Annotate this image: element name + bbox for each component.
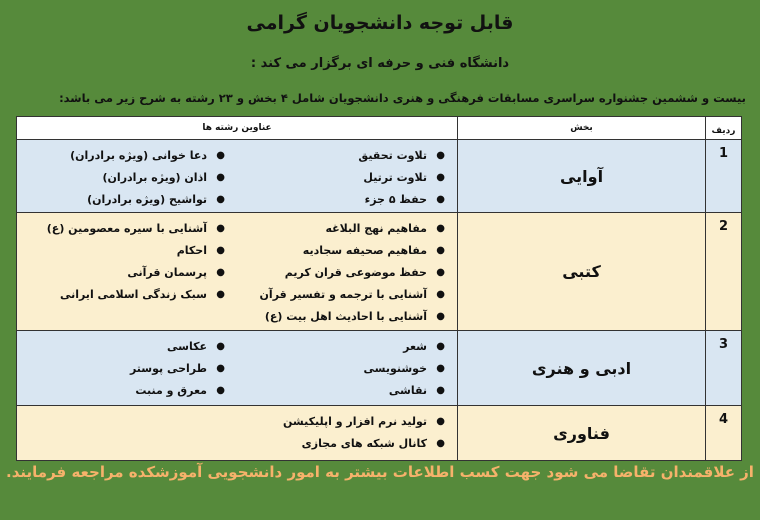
row-fields (17, 331, 458, 406)
field-list (237, 140, 457, 212)
row-fields (17, 140, 458, 213)
field-item (237, 283, 457, 305)
bullet-icon: ● (436, 384, 445, 396)
field-label: احکام (176, 243, 207, 257)
page-title: قابل توجه دانشجویان گرامی (246, 12, 514, 34)
bullet-icon: ● (216, 149, 225, 161)
bullet-icon: ● (436, 310, 445, 322)
field-label: پرسمان قرآنی (127, 265, 207, 279)
bullet-icon: ● (216, 288, 225, 300)
table-row (17, 406, 742, 461)
bullet-icon: ● (216, 266, 225, 278)
row-index: 3 (706, 331, 742, 406)
field-label: تولید نرم افزار و اپلیکیشن (283, 414, 427, 428)
field-label: خوشنویسی (363, 361, 427, 375)
footer-notice: از علاقمندان تقاضا می شود جهت کسب اطلاعات بیشتر به امور دانشجویی آموزشکده مراجعه فرمایند. (6, 463, 754, 481)
bullet-icon: ● (216, 193, 225, 205)
field-label: حفظ موضوعی قران کریم (284, 265, 427, 279)
bullet-icon: ● (436, 171, 445, 183)
field-label: آشنایی با ترجمه و تفسیر قرآن (259, 287, 427, 301)
field-item (237, 188, 457, 210)
field-list (237, 213, 457, 330)
table-row (17, 213, 742, 331)
field-label: نقاشی (388, 383, 427, 397)
bullet-icon: ● (436, 222, 445, 234)
field-item (17, 357, 237, 379)
field-item (237, 217, 457, 239)
table-row (17, 140, 742, 213)
field-label: آشنایی با سیره معصومین (ع) (46, 221, 207, 235)
bullet-icon: ● (436, 288, 445, 300)
field-item (17, 335, 237, 357)
field-item (237, 305, 457, 327)
field-item (17, 188, 237, 210)
field-label: اذان (ویژه برادران) (102, 170, 207, 184)
row-fields (17, 406, 458, 461)
field-item (237, 261, 457, 283)
field-item (237, 166, 457, 188)
intro-text: بیست و ششمین جشنواره سراسری مسابقات فرهنگی و هنری دانشجویان شامل ۴ بخش و ۲۳ رشته به شرح زیر می باشد: (59, 91, 746, 105)
field-item (237, 335, 457, 357)
field-item (17, 379, 237, 401)
field-item (237, 379, 457, 401)
field-label: شعر (403, 339, 427, 353)
field-item (17, 144, 237, 166)
row-index: 1 (706, 140, 742, 213)
bullet-icon: ● (436, 244, 445, 256)
field-item (17, 166, 237, 188)
bullet-icon: ● (216, 171, 225, 183)
bullet-icon: ● (436, 362, 445, 374)
field-list (17, 213, 237, 330)
field-item (237, 239, 457, 261)
row-fields (17, 213, 458, 331)
field-label: عکاسی (167, 339, 207, 353)
field-item (237, 357, 457, 379)
field-list (237, 406, 457, 460)
bullet-icon: ● (436, 266, 445, 278)
bullet-icon: ● (216, 340, 225, 352)
header-fields: عناوین رشته ها (17, 117, 458, 140)
page-subtitle: دانشگاه فنی و حرفه ای برگزار می کند : (250, 56, 510, 71)
field-item (17, 239, 237, 261)
field-label: کانال شبکه های مجازی (301, 436, 427, 450)
field-label: تلاوت ترتیل (363, 170, 427, 184)
bullet-icon: ● (436, 193, 445, 205)
bullet-icon: ● (436, 437, 445, 449)
row-section: کتبی (458, 213, 706, 331)
field-label: حفظ ۵ جزء (364, 192, 427, 206)
field-label: آشنایی با احادیث اهل بیت (ع) (264, 309, 427, 323)
bullet-icon: ● (216, 244, 225, 256)
field-label: معرق و منبت (135, 383, 207, 397)
header-index: ردیف (706, 117, 742, 140)
bullet-icon: ● (216, 384, 225, 396)
field-item (237, 432, 457, 454)
field-label: سبک زندگی اسلامی ایرانی (59, 287, 207, 301)
row-section: فناوری (458, 406, 706, 461)
field-list (237, 331, 457, 405)
field-item (17, 217, 237, 239)
field-list (17, 406, 237, 460)
row-index: 2 (706, 213, 742, 331)
bullet-icon: ● (436, 149, 445, 161)
row-section: آوایی (458, 140, 706, 213)
field-label: تلاوت تحقیق (358, 148, 427, 162)
bullet-icon: ● (216, 362, 225, 374)
field-label: طراحی پوستر (129, 361, 207, 375)
field-label: مفاهیم صحیفه سجادیه (302, 243, 427, 257)
field-list (17, 140, 237, 212)
field-item (17, 261, 237, 283)
competition-table (16, 116, 742, 461)
field-label: تواشیح (ویژه برادران) (87, 192, 207, 206)
bullet-icon: ● (436, 415, 445, 427)
field-item (237, 144, 457, 166)
field-label: دعا خوانی (ویژه برادران) (70, 148, 207, 162)
field-item (17, 283, 237, 305)
bullet-icon: ● (216, 222, 225, 234)
table-row (17, 331, 742, 406)
row-index: 4 (706, 406, 742, 461)
field-list (17, 331, 237, 405)
table-header-row (17, 117, 742, 140)
field-label: مفاهیم نهج البلاغه (325, 221, 427, 235)
field-item (237, 410, 457, 432)
header-section: بخش (458, 117, 706, 140)
bullet-icon: ● (436, 340, 445, 352)
row-section: ادبی و هنری (458, 331, 706, 406)
